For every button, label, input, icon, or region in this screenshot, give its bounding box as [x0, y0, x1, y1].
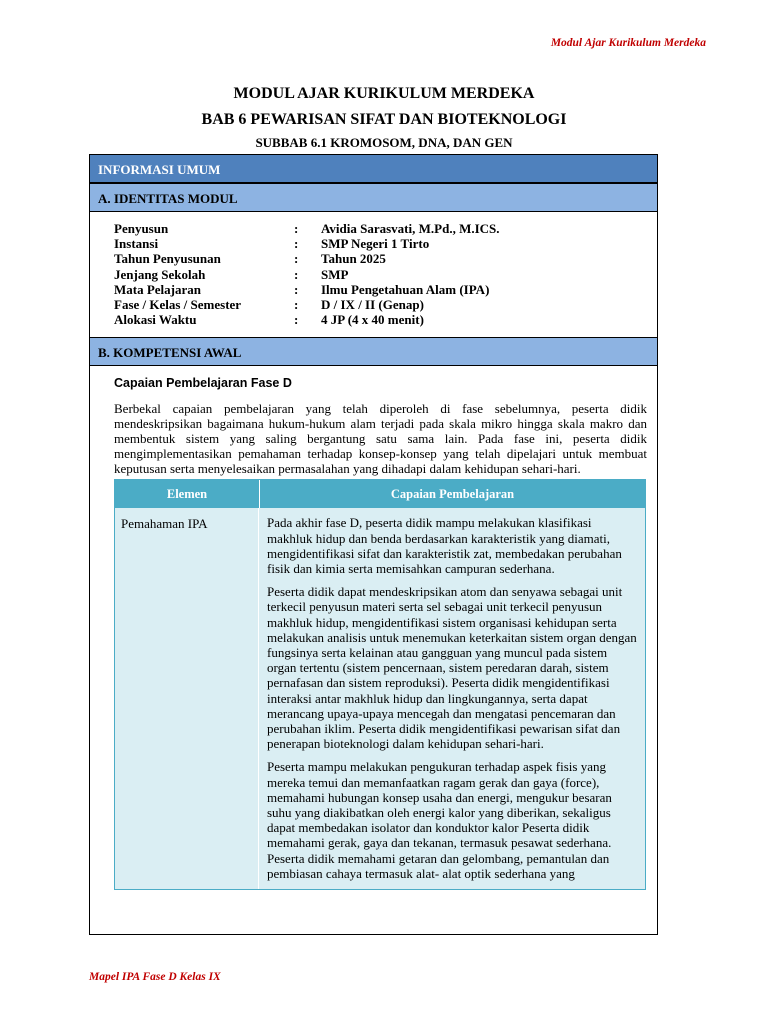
cp-intro-paragraph: Berbekal capaian pembelajaran yang telah diperoleh di fase sebelumnya, peserta didik mendeskripsikan bagaimana hukum-hukum alam terjadi pada skala mikro hingga skala makro dan membentuk sistem yang saling bergantung satu sama lain. Pada fase ini, peserta didik mengimplementasikan pemahaman terhadap konsep-konsep yang telah dipelajari untuk membuat keputusan serta menyelesaikan permasalahan yang dihadapi dalam kehidupan sehari-hari. [114, 401, 647, 477]
identity-label: Fase / Kelas / Semester [114, 297, 242, 313]
chapter-title: BAB 6 PEWARISAN SIFAT DAN BIOTEKNOLOGI [201, 111, 567, 128]
cp-element-cell: Pemahaman IPA [115, 508, 259, 889]
subchapter-title: SUBBAB 6.1 KROMOSOM, DNA, DAN GEN [255, 135, 513, 150]
identity-value: SMP [321, 266, 349, 282]
identity-value: SMP Negeri 1 Tirto [321, 236, 430, 252]
identity-value: Avidia Sarasvati, M.Pd., M.ICS. [321, 221, 500, 236]
identity-row [114, 251, 657, 266]
module-table [89, 154, 658, 935]
identity-row [114, 236, 657, 251]
identity-colon: : [294, 312, 299, 328]
header-note: Modul Ajar Kurikulum Merdeka [550, 37, 706, 49]
identity-value: 4 JP (4 x 40 menit) [321, 312, 424, 328]
footer-note: Mapel IPA Fase D Kelas IX [89, 971, 221, 983]
cp-outcome-paragraph: Peserta mampu melakukan pengukuran terhadap aspek fisis yang mereka temui dan memanfaatkan ragam gerak dan gaya (force), memahami hubungan konsep usaha dan energi, mengukur besaran suhu yang diakibatkan oleh energi kalor yang diberikan, sekaligus dapat membedakan isolator dan konduktor kalor Peserta didik memahami gerak, gaya dan tekanan, termasuk pesawat sederhana. Peserta didik memahami getaran dan gelombang, pemantulan dan pembiasan cahaya termasuk alat- alat optik sederhana yang [267, 759, 612, 881]
cp-table-header [115, 480, 645, 508]
cp-heading: Capaian Pembelajaran Fase D [114, 376, 292, 391]
identity-value: D / IX / II (Genap) [321, 297, 424, 313]
identity-colon: : [294, 281, 299, 297]
identity-label: Instansi [114, 236, 159, 252]
identity-colon: : [294, 266, 299, 282]
cp-table [114, 479, 646, 890]
section-general-information: INFORMASI UMUM [90, 154, 657, 183]
identity-value: Ilmu Pengetahuan Alam (IPA) [321, 281, 490, 297]
identity-value: Tahun 2025 [321, 251, 386, 267]
cp-header-element: Elemen [115, 480, 260, 508]
identity-row [114, 312, 657, 327]
identity-colon: : [294, 236, 299, 252]
identity-label: Penyusun [114, 221, 169, 236]
cp-outcome-paragraph: Peserta didik dapat mendeskripsikan atom dan senyawa sebagai unit terkecil penyusun materi serta sel sebagai unit terkecil penyusun makhluk hidup, mengidentifikasi sistem organisasi kehidupan serta melakukan analisis untuk menemukan keterkaitan sistem organ dengan fungsinya serta kelainan atau gangguan yang muncul pada sistem organ tertentu (sistem pencernaan, sistem peredaran darah, sistem pernafasan dan sistem reproduksi). Peserta didik mengidentifikasi interaksi antar makhluk hidup dan lingkungannya, serta dapat merancang upaya-upaya mencegah dan mengatasi pencemaran dan perubahan iklim. Peserta didik mengidentifikasi pewarisan sifat dan penerapan bioteknologi dalam kehidupan sehari-hari. [267, 584, 637, 752]
competence-section [90, 375, 657, 890]
identity-label: Mata Pelajaran [114, 281, 202, 297]
cp-outcome-paragraph: Pada akhir fase D, peserta didik mampu melakukan klasifikasi makhluk hidup dan benda berdasarkan karakteristik yang diamati, mengidentifikasi sifat dan karakteristik zat, membedakan perubahan fisik dan kimia serta memisahkan campuran sederhana. [267, 515, 622, 577]
identity-label: Alokasi Waktu [114, 312, 197, 328]
identity-row [114, 221, 657, 236]
identity-row [114, 267, 657, 282]
section-identity-heading: A. IDENTITAS MODUL [90, 183, 657, 212]
identity-row [114, 297, 657, 312]
identity-row [114, 282, 657, 297]
identity-colon: : [294, 221, 299, 236]
document-titles [0, 84, 768, 152]
cp-header-outcome: Capaian Pembelajaran [390, 487, 515, 502]
document-title: MODUL AJAR KURIKULUM MERDEKA [233, 85, 535, 102]
identity-label: Tahun Penyusunan [114, 251, 221, 267]
identity-list [90, 212, 657, 337]
identity-colon: : [294, 251, 299, 267]
section-competence-heading: B. KOMPETENSI AWAL [90, 337, 657, 366]
identity-colon: : [294, 297, 299, 313]
cp-outcome-cell [259, 508, 645, 889]
table-row [115, 508, 645, 889]
identity-label: Jenjang Sekolah [114, 266, 206, 282]
